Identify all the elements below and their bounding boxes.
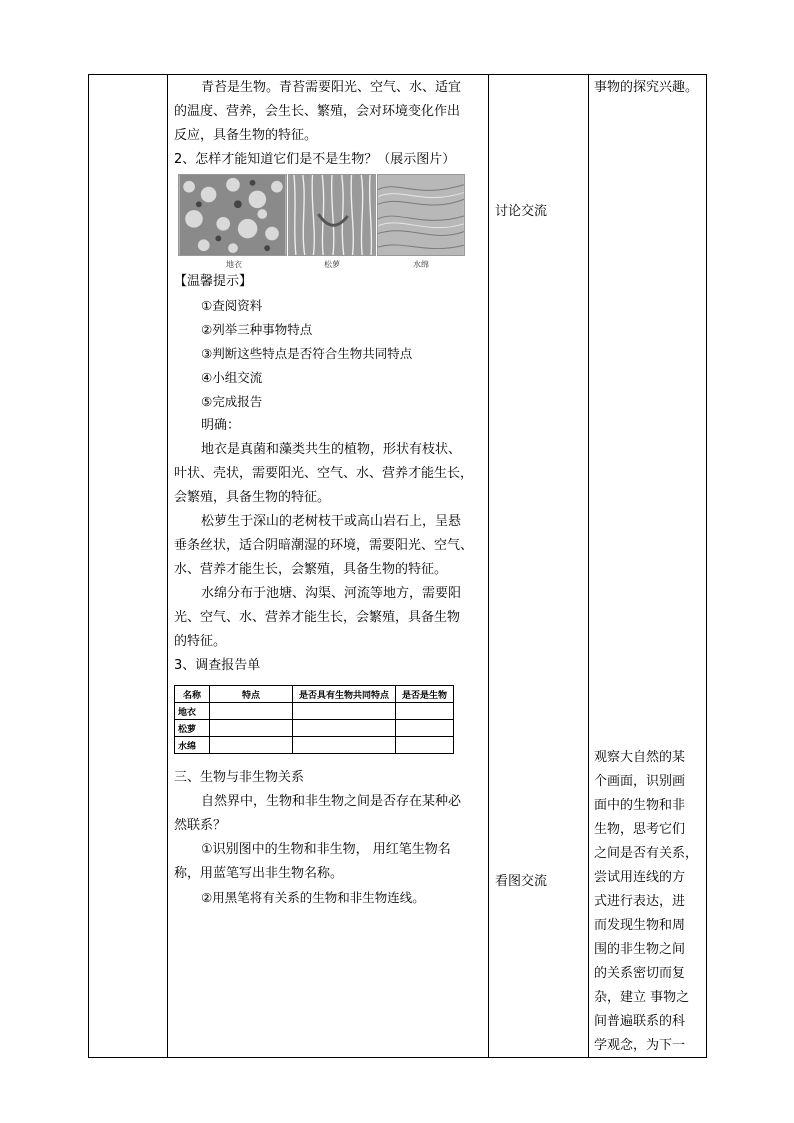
note-line: 之间是否有关系，: [594, 846, 699, 861]
main-content: [174, 76, 484, 678]
text-line: 青苔是生物。青苔需要阳光、空气、水、适宜: [201, 80, 462, 95]
text-line: 自然界中，生物和非生物之间是否存在某种必: [201, 794, 462, 809]
table-cell[interactable]: [210, 737, 293, 754]
text-line: 垂条丝状，适合阴暗潮湿的环境，需要阳光、空气、: [174, 538, 474, 553]
table-cell[interactable]: [293, 720, 396, 737]
report-title: 3、调查报告单: [174, 658, 261, 673]
question-2: 2、怎样才能知道它们是不是生物？（展示图片）: [174, 152, 456, 167]
note-line: 围的非生物之间: [594, 942, 686, 957]
text-line: 的温度、营养，会生长、繁殖，会对环境变化作出: [174, 104, 461, 119]
table-cell[interactable]: [293, 737, 396, 754]
specimen-photos: [178, 172, 468, 270]
note-line: 生物，思考它们: [594, 822, 686, 837]
caption-spirogyra: 水绵: [413, 260, 429, 269]
column-divider-2: [488, 74, 489, 1058]
table-header: 是否具有生物共同特点: [293, 686, 396, 703]
note-line: 的关系密切而复: [594, 966, 686, 981]
text-line: 反应，具备生物的特征。: [174, 128, 318, 143]
caption-lichen: 地衣: [226, 260, 242, 269]
note-line: 面中的生物和非: [594, 798, 686, 813]
note-line: 式进行表达，进: [594, 894, 686, 909]
note-line: 学观念，为下一: [594, 1038, 686, 1053]
activity-discuss: 讨论交流: [495, 204, 548, 219]
table-cell[interactable]: [293, 703, 396, 720]
tips-title: 【温馨提示】: [174, 274, 253, 289]
tip-item: ⑤完成报告: [201, 394, 263, 409]
table-cell[interactable]: [396, 720, 454, 737]
table-header: 是否是生物: [396, 686, 454, 703]
section-3: [174, 766, 484, 910]
text-line: 水、营养才能生长，会繁殖，具备生物的特征。: [174, 562, 448, 577]
text-line: 松萝生于深山的老树枝干或高山岩石上，呈悬: [201, 514, 462, 529]
table-cell[interactable]: [396, 703, 454, 720]
report-table: [174, 685, 454, 754]
text-line: 称，用蓝笔写出非生物名称。: [174, 866, 344, 881]
note-line: 观察大自然的某: [594, 750, 686, 765]
text-line: 地衣是真菌和藻类共生的植物，形状有枝状、: [201, 442, 462, 457]
table-header: 特点: [210, 686, 293, 703]
activity-picture: 看图交流: [495, 874, 548, 889]
table-cell: 水绵: [175, 737, 210, 754]
design-note-bottom: [594, 746, 706, 1058]
note-line: 而发现生物和周: [594, 918, 686, 933]
tip-item: ④小组交流: [201, 370, 263, 385]
note-line: 个画面，识别画: [594, 774, 686, 789]
tip-item: ①查阅资料: [201, 298, 263, 313]
usnea-photo: [288, 174, 376, 256]
table-header-row: [175, 686, 454, 703]
table-cell[interactable]: [210, 703, 293, 720]
text-line: 叶状、壳状，需要阳光、空气、水、营养才能生长，: [174, 466, 474, 481]
table-cell[interactable]: [396, 737, 454, 754]
tip-item: ③判断这些特点是否符合生物共同特点: [201, 346, 413, 361]
note-line: 间普遍联系的科: [594, 1014, 686, 1029]
text-line: 会繁殖，具备生物的特征。: [174, 490, 331, 505]
column-divider-1: [167, 74, 168, 1058]
caption-usnea: 松萝: [324, 260, 340, 269]
ming-label: 明确：: [201, 418, 241, 433]
table-header: 名称: [175, 686, 210, 703]
text-line: 然联系？: [174, 818, 227, 833]
note-line: 尝试用连线的方: [594, 870, 686, 885]
table-cell: 地衣: [175, 703, 210, 720]
table-row: [175, 737, 454, 754]
text-line: 的特征。: [174, 634, 227, 649]
table-row: [175, 720, 454, 737]
tip-item: ②列举三种事物特点: [201, 322, 313, 337]
text-line: ①识别图中的生物和非生物， 用红笔生物名: [201, 842, 451, 857]
section-heading: 三、生物与非生物关系: [174, 770, 305, 785]
text-line: 光、空气、水、营养才能生长，会繁殖，具备生物: [174, 610, 461, 625]
column-divider-3: [588, 74, 589, 1058]
lichen-photo: [178, 174, 287, 256]
table-cell: 松萝: [175, 720, 210, 737]
design-note-top: 事物的探究兴趣。: [594, 80, 699, 95]
table-row: [175, 703, 454, 720]
text-line: ②用黑笔将有关系的生物和非生物连线。: [201, 890, 425, 905]
note-line: 杂，建立 事物之: [594, 990, 690, 1005]
text-line: 水绵分布于池塘、沟渠、河流等地方，需要阳: [201, 586, 462, 601]
table-cell[interactable]: [210, 720, 293, 737]
spirogyra-photo: [377, 174, 465, 256]
